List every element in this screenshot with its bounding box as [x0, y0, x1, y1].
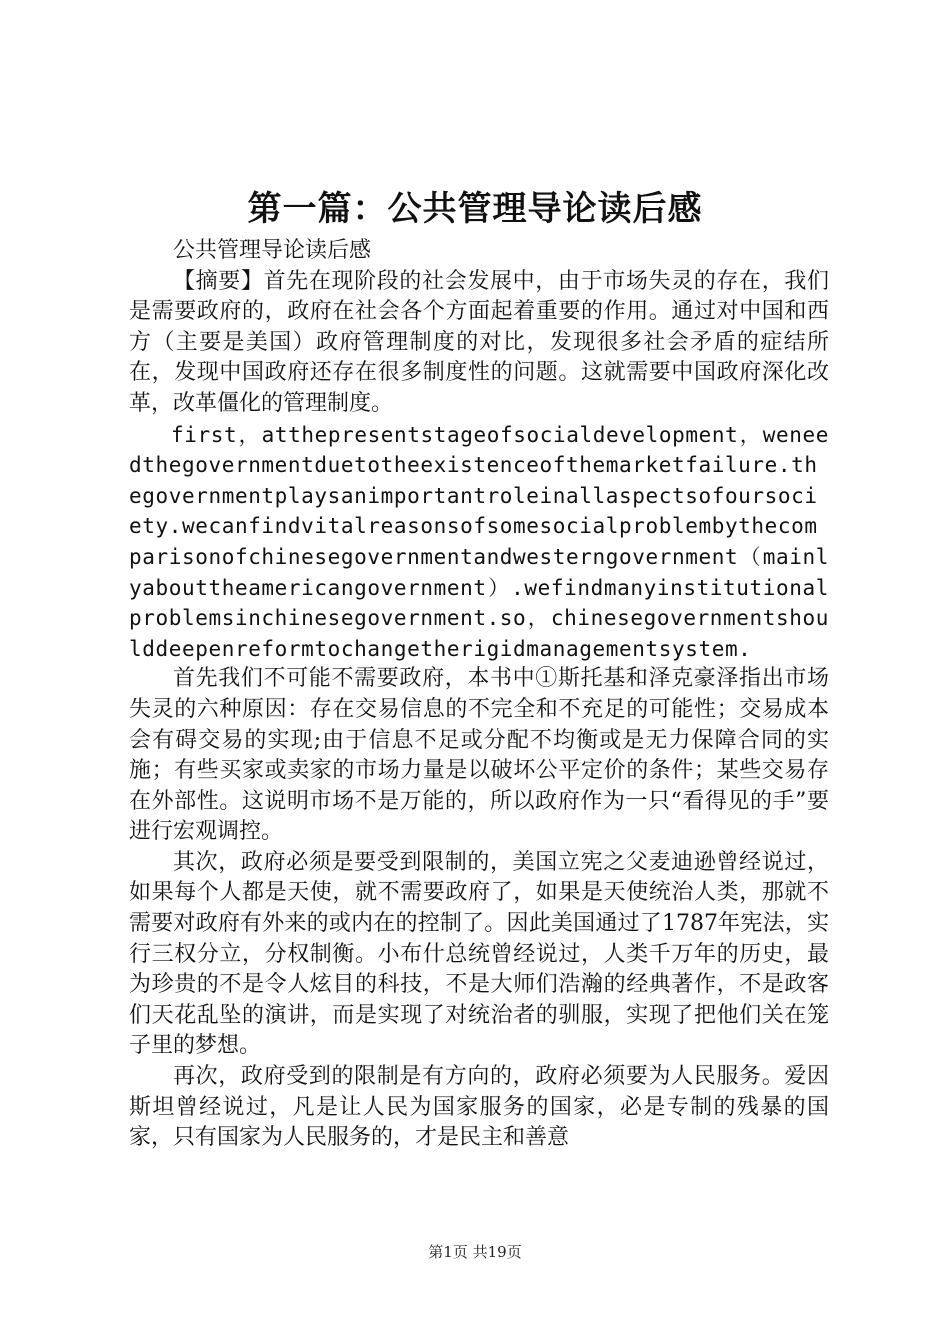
abstract-paragraph: 【摘要】首先在现阶段的社会发展中，由于市场失灵的存在，我们是需要政府的，政府在社会各个方面起着重要的作用。通过对中国和西方（主要是美国）政府管理制度的对比，发现很多社会矛盾的症结所在，发现中国政府还存在很多制度性的问题。这就需要中国政府深化改革，改革僵化的管理制度。: [129, 268, 829, 416]
body-paragraph: 再次，政府受到的限制是有方向的，政府必须要为人民服务。爱因斯坦曾经说过，凡是让人民为国家服务的国家，必是专制的残暴的国家，只有国家为人民服务的，才是民主和善意: [129, 1064, 829, 1151]
body-paragraph: 其次，政府必须是要受到限制的，美国立宪之父麦迪逊曾经说过，如果每个人都是天使，就不需要政府了，如果是天使统治人类，那就不需要对政府有外来的或内在的控制了。因此美国通过了1787年宪法，实行三权分立，分权制衡。小布什总统曾经说过，人类千万年的历史，最为珍贵的不是令人炫目的科技，不是大师们浩瀚的经典著作，不是政客们天花乱坠的演讲，而是实现了对统治者的驯服，实现了把他们关在笼子里的梦想。: [129, 849, 829, 1059]
page-title: 第一篇：公共管理导论读后感: [247, 189, 703, 229]
document-body: [129, 236, 829, 1154]
english-abstract-paragraph: first，atthepresentstageofsocialdevelopment，weneedthegovernmentduetotheexistenceofthemarketfailure.thegovernmentplaysanimportantroleinallaspectsofoursociety.wecanfindvitalreasonsofsomesocialproblembythecomparisonofchinesegovernmentandwesterngovernment（mainlyabouttheamericangovernment）.wefindmanyinstitutionalproblemsinchinesegovernment.so，chinesegovernmentshoulddeepenreformtochangetherigidmanagementsystem.: [129, 422, 829, 661]
body-paragraph: 首先我们不可能不需要政府，本书中①斯托基和泽克豪泽指出市场失灵的六种原因：存在交易信息的不完全和不充足的可能性；交易成本会有碍交易的实现;由于信息不足或分配不均衡或是无力保障合同的实施；有些买家或卖家的市场力量是以破坏公平定价的条件；某些交易存在外部性。这说明市场不是万能的，所以政府作为一只“看得见的手”要进行宏观调控。: [129, 666, 829, 845]
subtitle-paragraph: 公共管理导论读后感: [173, 238, 372, 263]
page-number-footer: 第1页 共19页: [428, 1243, 522, 1261]
